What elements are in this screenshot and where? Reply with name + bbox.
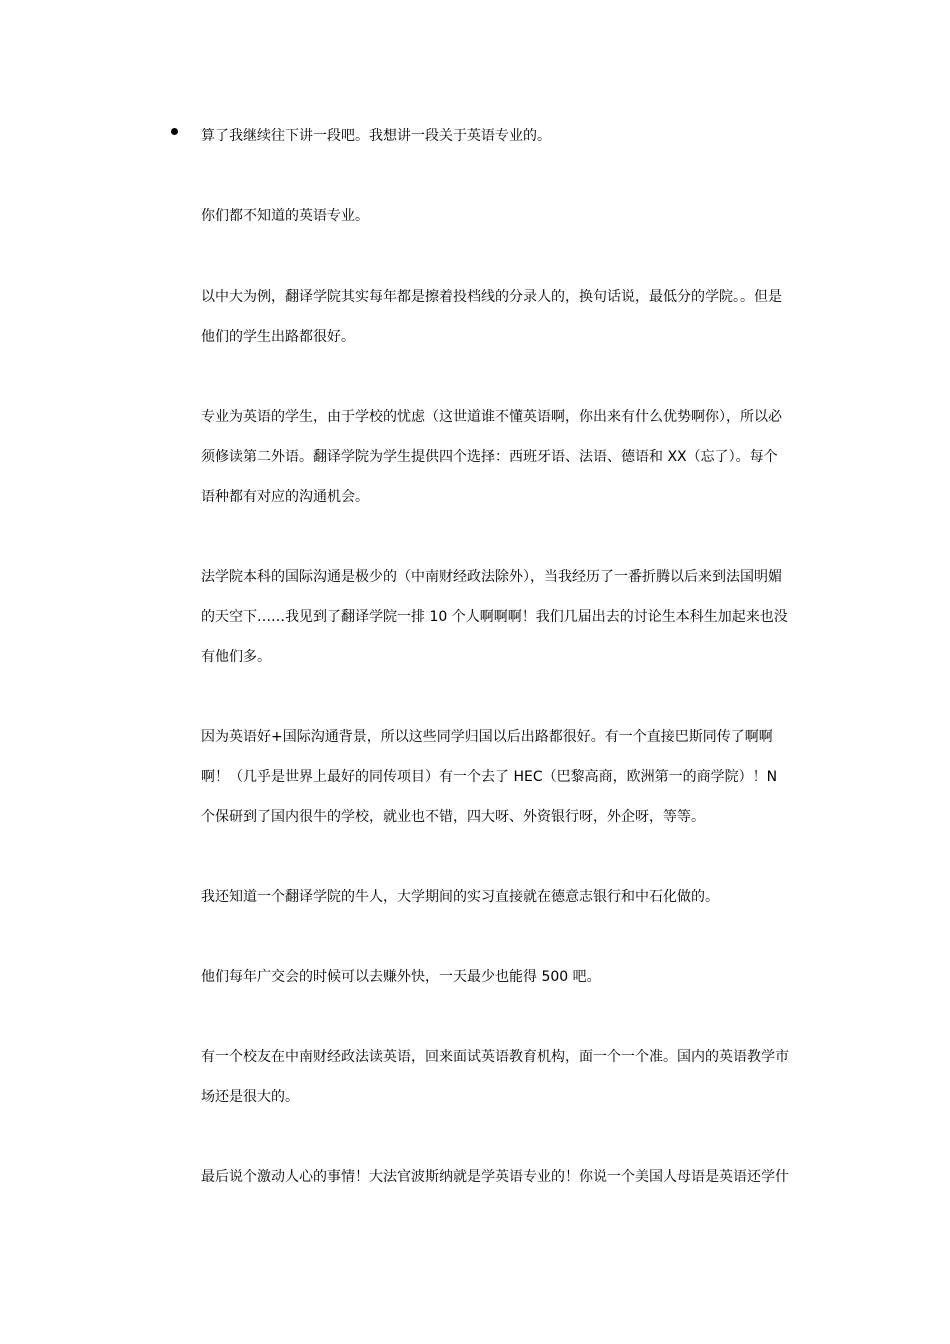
text-line: 场还是很大的。 <box>201 1089 299 1105</box>
text-line: 啊！（几乎是世界上最好的同传项目）有一个去了 HEC（巴黎高商，欧洲第一的商学院）！N <box>201 769 778 785</box>
text-line: 个保研到了国内很牛的学校，就业也不错，四大呀、外资银行呀，外企呀，等等。 <box>201 809 705 825</box>
text-line: 语种都有对应的沟通机会。 <box>201 489 369 505</box>
text-line: 须修读第二外语。翻译学院为学生提供四个选择：西班牙语、法语、德语和 XX（忘了）。每个 <box>201 449 778 465</box>
bullet-icon <box>171 128 178 135</box>
text-line: 法学院本科的国际沟通是极少的（中南财经政法除外），当我经历了一番折腾以后来到法国明媚 <box>201 569 782 585</box>
paragraph-5 <box>201 717 807 837</box>
paragraph-1 <box>201 196 807 236</box>
bullet-paragraph <box>201 116 807 156</box>
text-line: 算了我继续往下讲一段吧。我想讲一段关于英语专业的。 <box>201 128 551 144</box>
text-line: 专业为英语的学生，由于学校的忧虑（这世道谁不懂英语啊，你出来有什么优势啊你），所以必 <box>201 409 782 425</box>
text-line: 有一个校友在中南财经政法读英语，回来面试英语教育机构，面一个一个准。国内的英语教学市 <box>201 1049 789 1065</box>
paragraph-7 <box>201 957 807 997</box>
paragraph-9 <box>201 1157 807 1197</box>
paragraph-8 <box>201 1037 807 1117</box>
text-line: 有他们多。 <box>201 649 271 665</box>
text-line: 的天空下……我见到了翻译学院一排 10 个人啊啊啊！我们几届出去的讨论生本科生加起来也没 <box>201 609 788 625</box>
paragraph-6 <box>201 877 807 917</box>
text-line: 我还知道一个翻译学院的牛人，大学期间的实习直接就在德意志银行和中石化做的。 <box>201 889 719 905</box>
paragraph-3 <box>201 397 807 517</box>
paragraph-2 <box>201 277 807 357</box>
paragraph-4 <box>201 557 807 677</box>
text-line: 最后说个激动人心的事情！大法官波斯纳就是学英语专业的！你说一个美国人母语是英语还学什 <box>201 1169 789 1185</box>
text-line: 他们每年广交会的时候可以去赚外快，一天最少也能得 500 吧。 <box>201 969 601 985</box>
text-line: 他们的学生出路都很好。 <box>201 329 355 345</box>
text-line: 你们都不知道的英语专业。 <box>201 208 369 224</box>
text-line: 因为英语好+国际沟通背景，所以这些同学归国以后出路都很好。有一个直接巴斯同传了啊啊 <box>201 729 773 745</box>
text-line: 以中大为例，翻译学院其实每年都是擦着投档线的分录人的，换句话说，最低分的学院。。但是 <box>201 289 782 305</box>
